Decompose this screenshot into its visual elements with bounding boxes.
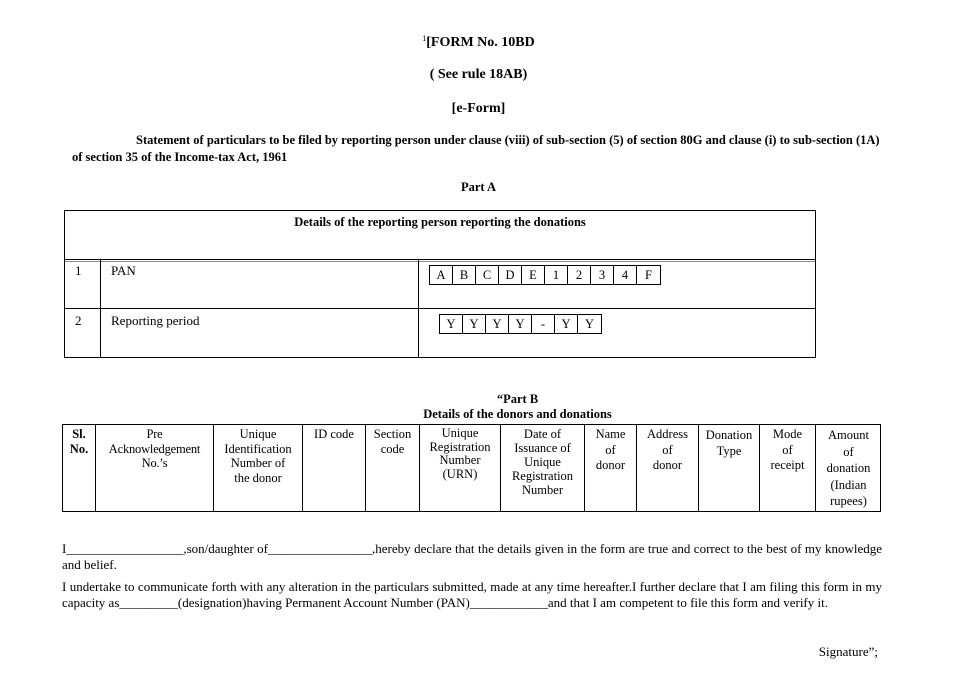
form-statement: Statement of particulars to be filed by reporting person under clause (viii) of sub-section (5) of section 80G and clause (i) to sub-section (1A) of section 35 of the Income-tax Act, 1961 [72, 133, 880, 164]
col-name-of-donor: Name of donor [595, 427, 626, 472]
period-box[interactable]: Y [555, 315, 578, 333]
form-number: [FORM No. 10BD [426, 35, 535, 50]
pan-box[interactable]: 3 [591, 266, 614, 284]
pan-box[interactable]: 2 [568, 266, 591, 284]
pan-input-boxes[interactable] [429, 265, 661, 285]
col-section-code: Section code [373, 427, 412, 456]
col-sl-no: Sl. No. [69, 427, 89, 456]
reporting-period-label: Reporting period [111, 313, 200, 328]
form-number-heading [0, 34, 957, 51]
col-unique-id-donor: Unique Identification Number of the donor [224, 427, 292, 485]
row-divider-double [65, 261, 815, 262]
signature-label: Signature”; [818, 644, 878, 659]
row-2-number: 2 [75, 313, 82, 328]
pan-label: PAN [111, 263, 136, 278]
pan-box[interactable]: C [476, 266, 499, 284]
col-address-of-donor: Address of donor [647, 427, 688, 472]
part-b-subtitle: Details of the donors and donations [423, 407, 612, 421]
part-a-title: Part A [460, 180, 497, 194]
part-a-table [64, 210, 816, 358]
part-a-table-title: Details of the reporting person reporting the donations [294, 215, 586, 229]
reporting-period-input-boxes[interactable] [439, 314, 602, 334]
period-box[interactable]: - [532, 315, 555, 333]
row-1-number: 1 [75, 263, 82, 278]
col-amount-of-donation: Amount of donation (Indian rupees) [826, 428, 871, 508]
col-date-of-issuance: Date of Issuance of Unique Registration Number [511, 427, 574, 497]
pan-box[interactable]: 4 [614, 266, 637, 284]
pan-box[interactable]: F [645, 268, 652, 282]
col-urn: Unique Registration Number (URN) [429, 426, 491, 481]
period-box[interactable]: Y [440, 315, 463, 333]
pan-box[interactable]: D [499, 266, 522, 284]
form-type: [e-Form] [451, 101, 506, 116]
footnote-marker: 1 [422, 34, 427, 43]
part-b-table [62, 424, 881, 512]
period-box[interactable]: Y [509, 315, 532, 333]
period-box[interactable]: Y [486, 315, 509, 333]
declaration-paragraph-2: I undertake to communicate forth with any alteration in the particulars submitted, made at any time hereafter.I further declare that I am filing this form in my capacity as_________(designation)having Permanent Account Number (PAN)____________and that I am competent to file this form and verify it. [62, 579, 882, 610]
column-divider [100, 259, 101, 357]
col-id-code: ID code [314, 427, 354, 441]
row-divider [65, 259, 815, 260]
part-b-title: “Part B [496, 392, 539, 406]
col-mode-of-receipt: Mode of receipt [770, 427, 805, 472]
declaration-paragraph-1: I__________________,son/daughter of________________,hereby declare that the details given in the form are true and correct to the best of my knowledge and belief. [62, 541, 882, 572]
column-divider [418, 259, 419, 357]
col-donation-type: Donation Type [705, 428, 753, 458]
row-divider [65, 308, 815, 309]
period-box[interactable]: Y [584, 317, 595, 331]
pan-box[interactable]: B [453, 266, 476, 284]
col-pre-acknowledgement: Pre Acknowledgement No.’s [108, 427, 201, 470]
pan-box[interactable]: A [430, 266, 453, 284]
pan-box[interactable]: 1 [545, 266, 568, 284]
pan-box[interactable]: E [522, 266, 545, 284]
period-box[interactable]: Y [463, 315, 486, 333]
rule-reference: ( See rule 18AB) [429, 67, 528, 82]
